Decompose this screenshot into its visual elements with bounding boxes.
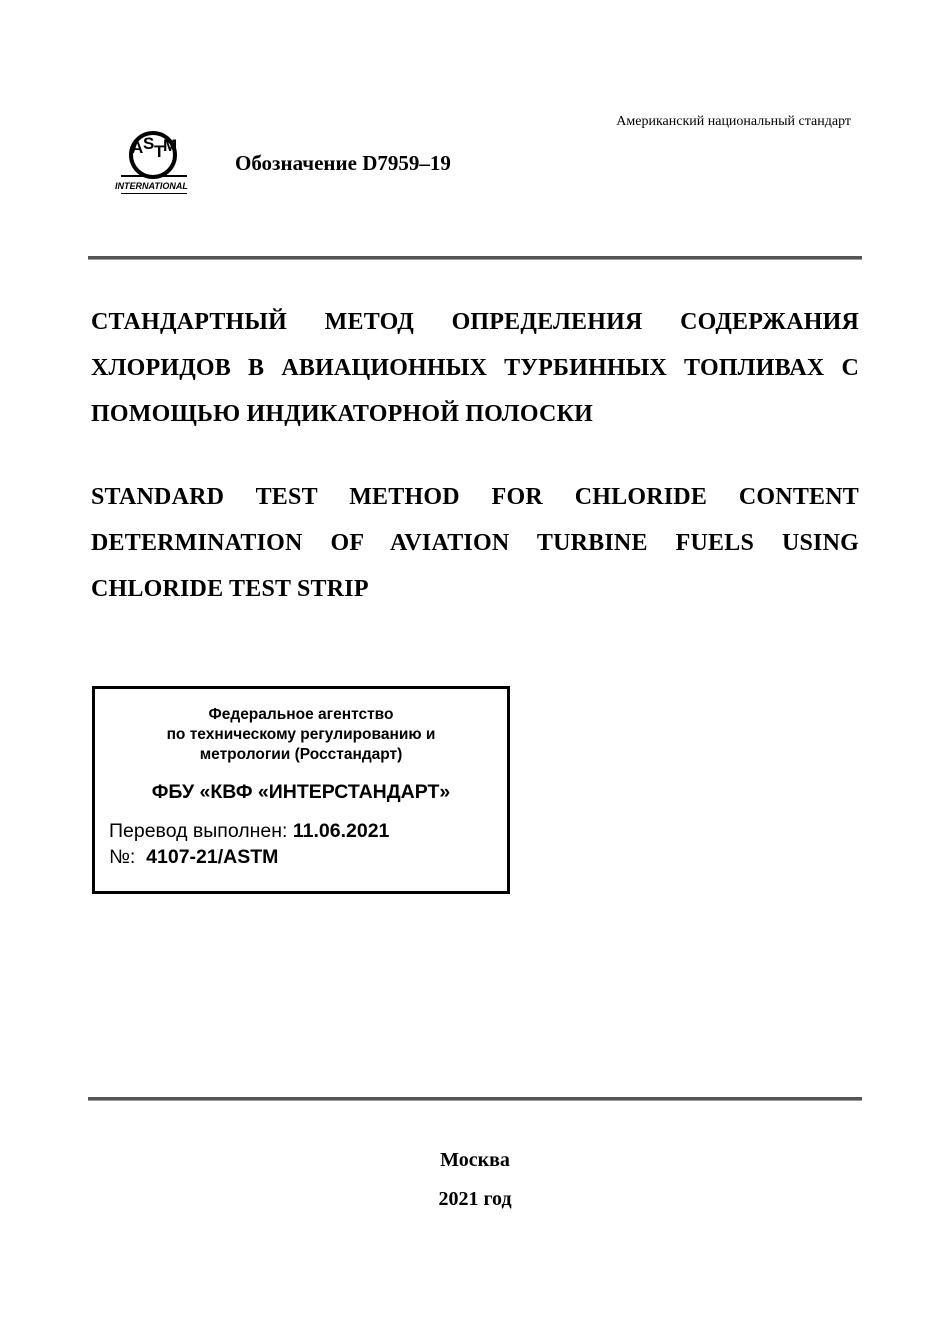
svg-text:A: A [131,138,144,157]
designation: Обозначение D7959–19 [235,151,451,175]
title-english: STANDARD TEST METHOD FOR CHLORIDE CONTENT DETERMINATION OF AVIATION TURBINE FUELS USING CHLORIDE TEST STRIP [91,484,859,602]
bottom-divider [88,1097,862,1101]
translation-number: 4107-21/ASTM [146,846,279,868]
year: 2021 год [438,1188,512,1210]
translation-date-line [109,818,507,844]
translation-number-label: №: [109,846,147,868]
svg-text:T: T [154,142,165,161]
astm-logo [113,127,197,199]
agency-line: Федеральное агентство [208,706,394,723]
translation-stamp [92,686,510,894]
svg-text:M: M [163,136,178,155]
logo-wordmark: INTERNATIONAL [115,181,188,191]
agency-line: метрологии (Росстандарт) [199,746,403,763]
svg-text:S: S [143,134,155,153]
translation-date: 11.06.2021 [292,820,390,842]
top-divider [88,256,862,260]
agency-line: по техническому регулированию и [166,726,436,743]
national-standard-label: Американский национальный стандарт [616,114,851,129]
organization-name: ФБУ «КВФ «ИНТЕРСТАНДАРТ» [151,781,451,803]
city: Москва [440,1149,510,1171]
agency-name [95,705,507,765]
astm-logo-icon [113,127,197,199]
translation-date-label: Перевод выполнен: [109,820,293,842]
translation-number-line [109,844,507,870]
title-russian: СТАНДАРТНЫЙ МЕТОД ОПРЕДЕЛЕНИЯ СОДЕРЖАНИЯ ХЛОРИДОВ В АВИАЦИОННЫХ ТУРБИННЫХ ТОПЛИВАХ С ПОМОЩЬЮ ИНДИКАТОРНОЙ ПОЛОСКИ [91,309,859,427]
